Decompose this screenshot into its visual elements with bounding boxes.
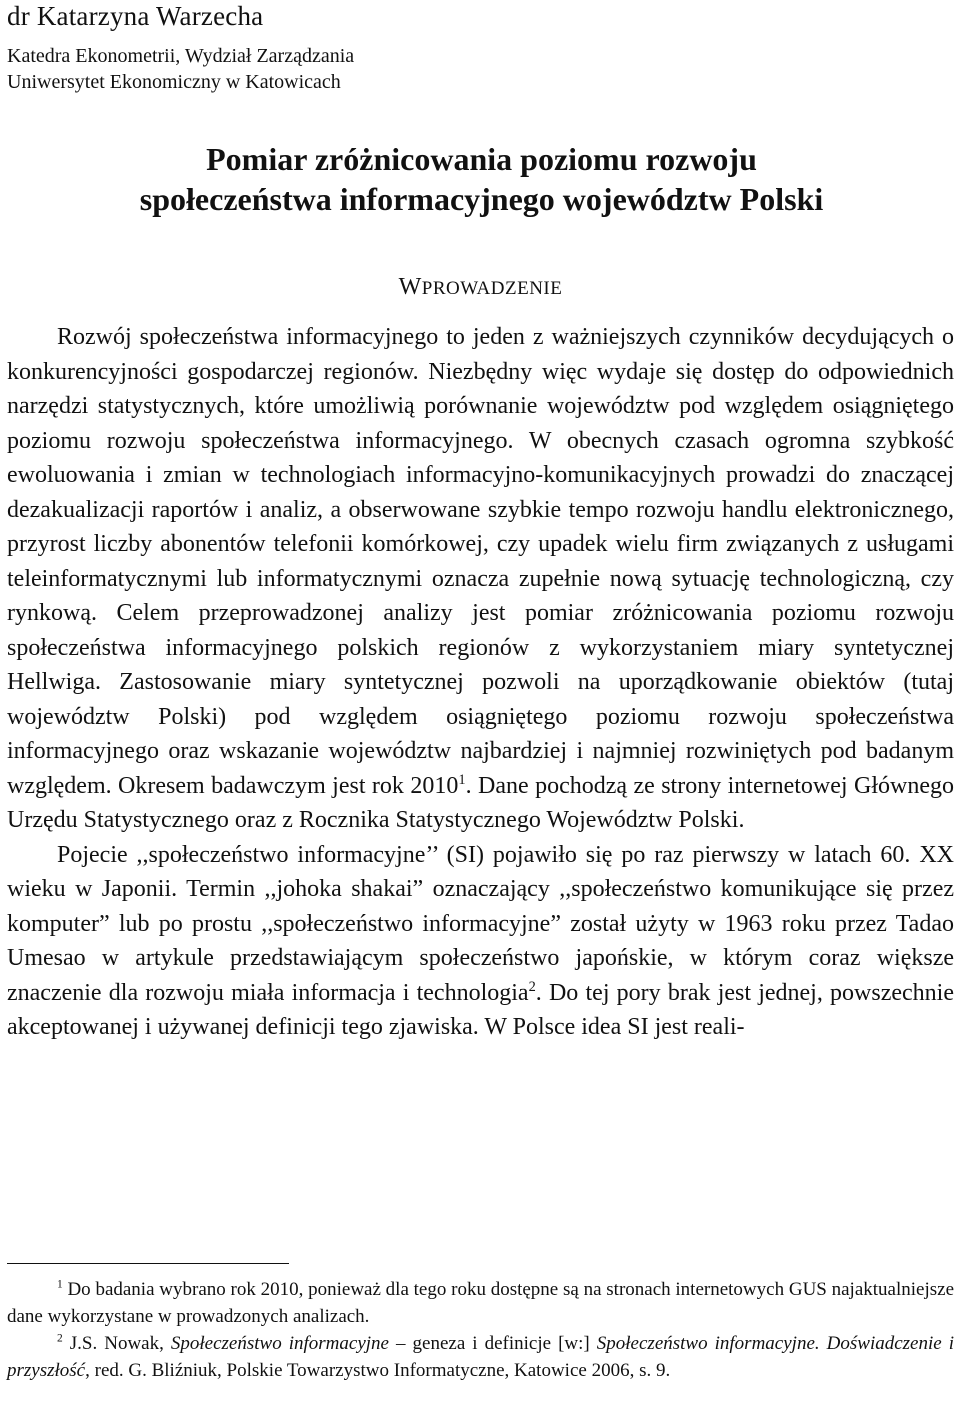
footnote-2-book-title: Społeczeństwo informacyjne. Doświadczenie i przyszłość [7,1333,954,1381]
section-heading [7,272,954,304]
affiliation-department: Katedra Ekonometrii, Wydział Zarządzania [7,45,355,67]
section-heading-rest: PROWADZENIE [421,278,563,299]
paragraph-1-text-a: Rozwój społeczeństwa informacyjnego to jeden z ważniejszych czynników decydujących o konkurencyjności gospodarczej regionów. Niezbędny więc wydaje się dostęp do odpowiednich narzędzi statystycznych, które umożliwią porównanie województw pod względem osiągniętego poziomu rozwoju społeczeństwa informacyjnego. W obecnych czasach ogromna szybkość ewoluowania i zmian w technologiach informacyjno-komunikacyjnych prowadzi do znaczącej dezakualizacji raportów i analiz, a obserwowane szybkie tempo rozwoju handlu elektronicznego, przyrost liczby abonentów telefonii komórkowej, czy upadek wielu firm związanych z usługami teleinformatycznymi lub informatycznymi oznacza zupełnie nową sytuację technologiczną, czy rynkową. Celem przeprowadzonej analizy jest pomiar zróżnicowania poziomu rozwoju społeczeństwa informacyjnego polskich regionów z wykorzystaniem miary syntetycznej Hellwiga. Zastosowanie miary syntetycznej pozwoli na uporządkowanie obiektów (tutaj województw Polski) pod względem osiągniętego poziomu rozwoju społeczeństwa informacyjnego oraz wskazanie województw najbardziej i najmniej rozwiniętych pod badanym względem. Okresem badawczym jest rok 2010 [7,324,954,799]
footnote-ref-1[interactable]: 1 [458,771,466,788]
affiliation-university: Uniwersytet Ekonomiczny w Katowicach [7,71,341,93]
footnote-2-marker: 2 [57,1332,63,1345]
footnote-ref-2[interactable]: 2 [528,978,536,995]
footnote-1-marker: 1 [57,1278,63,1291]
section-heading-initial: W [398,274,422,300]
body-text [7,320,954,1045]
footnote-1-text: Do badania wybrano rok 2010, ponieważ dla tego roku dostępne są na stronach internetowych GUS najaktualniejsze dane wykorzystane w prowadzonych analizach. [7,1279,954,1327]
paragraph-2 [7,838,954,1045]
footnote-2-publication: , red. G. Bliźniuk, Polskie Towarzystwo Informatyczne, Katowice 2006, s. 9. [85,1360,671,1381]
paper-title-line1: Pomiar zróżnicowania poziomu rozwoju [206,141,757,177]
document-page [7,0,954,1045]
footnotes [7,1276,954,1384]
footnote-2-connector: – geneza i definicje [w:] [388,1333,597,1354]
footnote-2-author: J.S. Nowak, [62,1333,171,1354]
footnote-divider [7,1263,289,1264]
paragraph-2-text-a: Pojecie ,,społeczeństwo informacyjne’’ (SI) pojawiło się po raz pierwszy w latach 60. XX wieku w Japonii. Termin ,,johoka shakai” oznaczający ,,społeczeństwo komunikujące się przez komputer” lub po prostu ,,społeczeństwo informacyjne” został użyty w 1963 roku przez Tadao Umesao w artykule przedstawiającym społeczeństwo japońskie, w którym coraz większe znaczenie dla rozwoju miała informacja i technologia [7,841,954,1006]
footnote-1 [7,1276,954,1330]
paragraph-2-text-b: . Do tej pory brak jest jednej, powszechnie akceptowanej i używanej definicji tego zjawiska. W Polsce idea SI jest reali- [7,979,954,1040]
paper-title [7,139,954,219]
footnote-2-title: Społeczeństwo informacyjne [170,1333,389,1354]
affiliation [7,43,954,95]
paragraph-1-text-b: . Dane pochodzą ze strony internetowej Głównego Urzędu Statystycznego oraz z Rocznika Statystycznego Województw Polski. [7,772,954,833]
author-name: dr Katarzyna Warzecha [7,1,264,31]
paragraph-1 [7,320,954,838]
paper-title-line2: społeczeństwa informacyjnego województw Polski [139,181,824,217]
footnote-2 [7,1330,954,1384]
